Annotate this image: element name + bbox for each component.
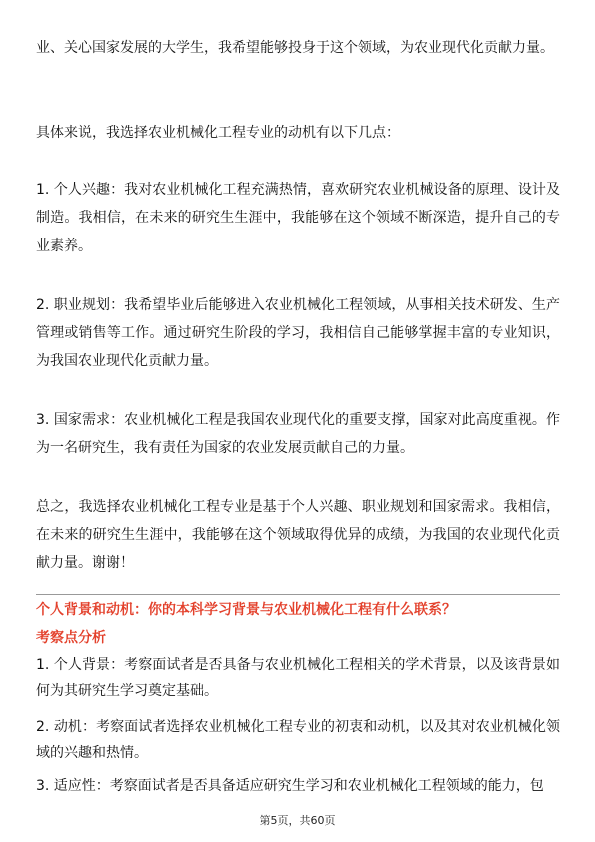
- section-divider: [36, 594, 560, 595]
- paragraph-motivation-lead: 具体来说，我选择农业机械化工程专业的动机有以下几点：: [36, 125, 400, 141]
- analysis-heading: 考察点分析: [36, 630, 106, 646]
- point-national-need: 3. 国家需求：农业机械化工程是我国农业现代化的重要支撑，国家对此高度重视。作为一名研究生，我有责任为国家的农业发展贡献自己的力量。: [36, 412, 560, 456]
- paragraph-intro-end: 业、关心国家发展的大学生，我希望能够投身于这个领域，为农业现代化贡献力量。: [36, 40, 554, 56]
- analysis-item-motivation: 2. 动机：考察面试者选择农业机械化工程专业的初衷和动机，以及其对农业机械化领域的兴趣和热情。: [36, 719, 560, 761]
- analysis-item-background: 1. 个人背景：考察面试者是否具备与农业机械化工程相关的学术背景，以及该背景如何为其研究生学习奠定基础。: [36, 657, 560, 699]
- question-title: 个人背景和动机：你的本科学习背景与农业机械化工程有什么联系？: [36, 602, 456, 618]
- point-career-plan: 2. 职业规划：我希望毕业后能够进入农业机械化工程领域，从事相关技术研发、生产管理或销售等工作。通过研究生阶段的学习，我相信自己能够掌握丰富的专业知识，为我国农业现代化贡献力量。: [36, 297, 560, 369]
- page-number-footer: 第5页，共60页: [259, 814, 336, 827]
- point-personal-interest: 1. 个人兴趣：我对农业机械化工程充满热情，喜欢研究农业机械设备的原理、设计及制造。我相信，在未来的研究生生涯中，我能够在这个领域不断深造，提升自己的专业素养。: [36, 182, 560, 254]
- analysis-item-adaptability: 3. 适应性：考察面试者是否具备适应研究生学习和农业机械化工程领域的能力，包: [36, 778, 544, 794]
- paragraph-conclusion: 总之，我选择农业机械化工程专业是基于个人兴趣、职业规划和国家需求。我相信，在未来的研究生生涯中，我能够在这个领域取得优异的成绩，为我国的农业现代化贡献力量。谢谢！: [36, 499, 560, 571]
